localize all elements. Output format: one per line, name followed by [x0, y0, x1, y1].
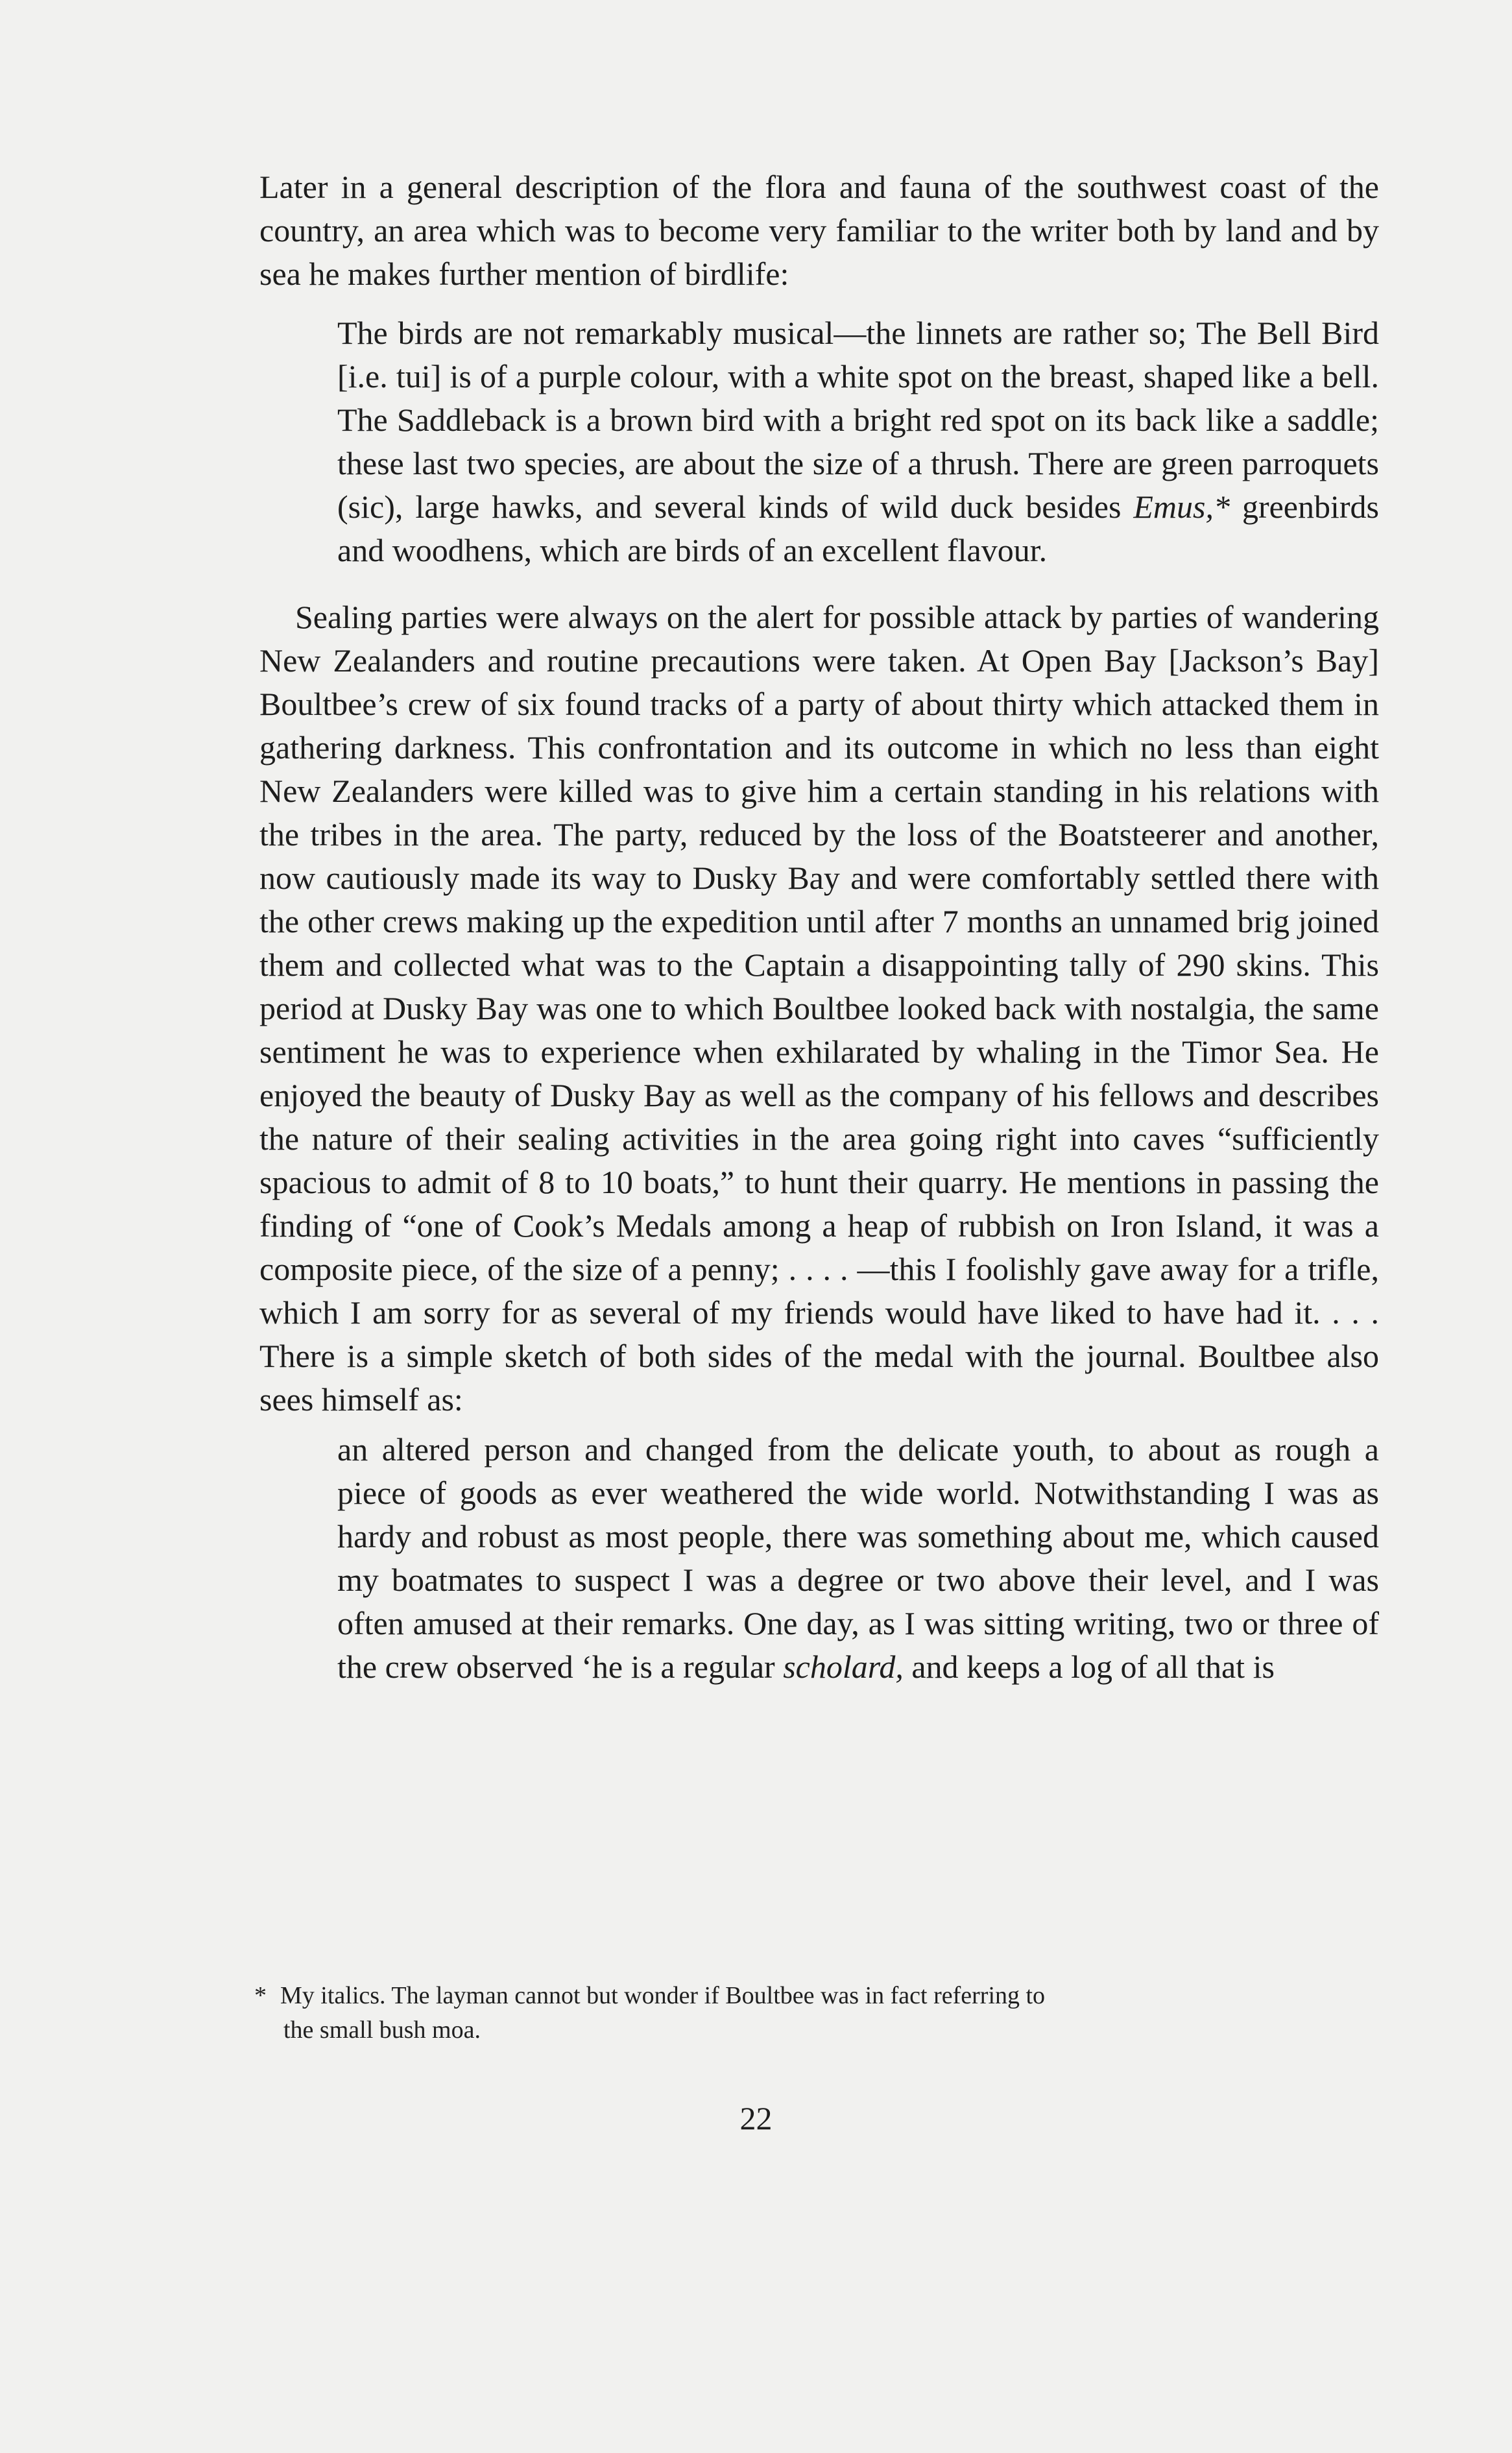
intro-paragraph: Later in a general description of the flora and fauna of the southwest coast of the country, an area which was to become very familiar to the writer both by land and by sea he makes further mention of birdlife: [259, 169, 1379, 292]
page-body [259, 165, 1379, 1689]
quote-birds-italic: Emus,* [1133, 489, 1230, 525]
page-number: 22 [739, 2100, 773, 2136]
footnote-line-2: the small bush moa. [283, 2016, 481, 2044]
sealing-paragraph: Sealing parties were always on the alert for possible attack by parties of wandering New Zealanders and routine precautions were taken. At Open Bay [Jackson’s Bay] Boultbee’s crew of six found tracks of a party of about thirty which attacked them in gathering darkness. This confrontation and its outcome in which no less than eight New Zealanders were killed was to give him a certain standing in his relations with the tribes in the area. The party, reduced by the loss of the Boatsteerer and another, now cautiously made its way to Dusky Bay and were comfortably settled there with the other crews making up the expedition until after 7 months an unnamed brig joined them and collected what was to the Captain a disappointing tally of 290 skins. This period at Dusky Bay was one to which Boultbee looked back with nostalgia, the same sentiment he was to experience when exhilarated by whaling in the Timor Sea. He enjoyed the beauty of Dusky Bay as well as the company of his fellows and describes the nature of their sealing activities in the area going right into caves “sufficiently spacious to admit of 8 to 10 boats,” to hunt their quarry. He mentions in passing the finding of “one of Cook’s Medals among a heap of rubbish on Iron Island, it was a composite piece, of the size of a penny; . . . . —this I foolishly gave away for a trifle, which I am sorry for as several of my friends would have liked to have had it. . . . There is a simple sketch of both sides of the medal with the journal. Boultbee also sees himself as: [259, 599, 1379, 1418]
quote-birds-text-end: greenbirds and woodhens, which are birds of an excellent flavour. [337, 489, 1379, 568]
quote-boultbee-text-end: and keeps a log of all that is [903, 1649, 1275, 1685]
footnote [254, 1979, 1374, 2048]
footnote-line-1 [254, 1979, 1374, 2013]
quote-birds [337, 311, 1379, 572]
footnote-marker: * [254, 1982, 267, 2009]
quote-boultbee-italic: scholard, [783, 1649, 904, 1685]
quote-boultbee-text: an altered person and changed from the delicate youth, to about as rough a piece of goods as ever weathered the wide world. Notwithstanding I was as hardy and robust as most people, there was something about me, which caused my boatmates to suspect I was a degree or two above their level, and I was often amused at their remarks. One day, as I was sitting writing, two or three of the crew observed ‘he is a regular [337, 1431, 1379, 1685]
footnote-text-1: My italics. The layman cannot but wonder if Boultbee was in fact referring to [280, 1982, 1046, 2009]
quote-birds-text: The birds are not remarkably musical—the linnets are rather so; The Bell Bird [i.e. tui] is of a purple colour, with a white spot on the breast, shaped like a bell. The Saddleback is a brown bird with a bright red spot on its back like a saddle; these last two species, are about the size of a thrush. There are green parroquets (sic), large hawks, and several kinds of wild duck besides [337, 315, 1379, 525]
quote-boultbee [337, 1428, 1379, 1689]
